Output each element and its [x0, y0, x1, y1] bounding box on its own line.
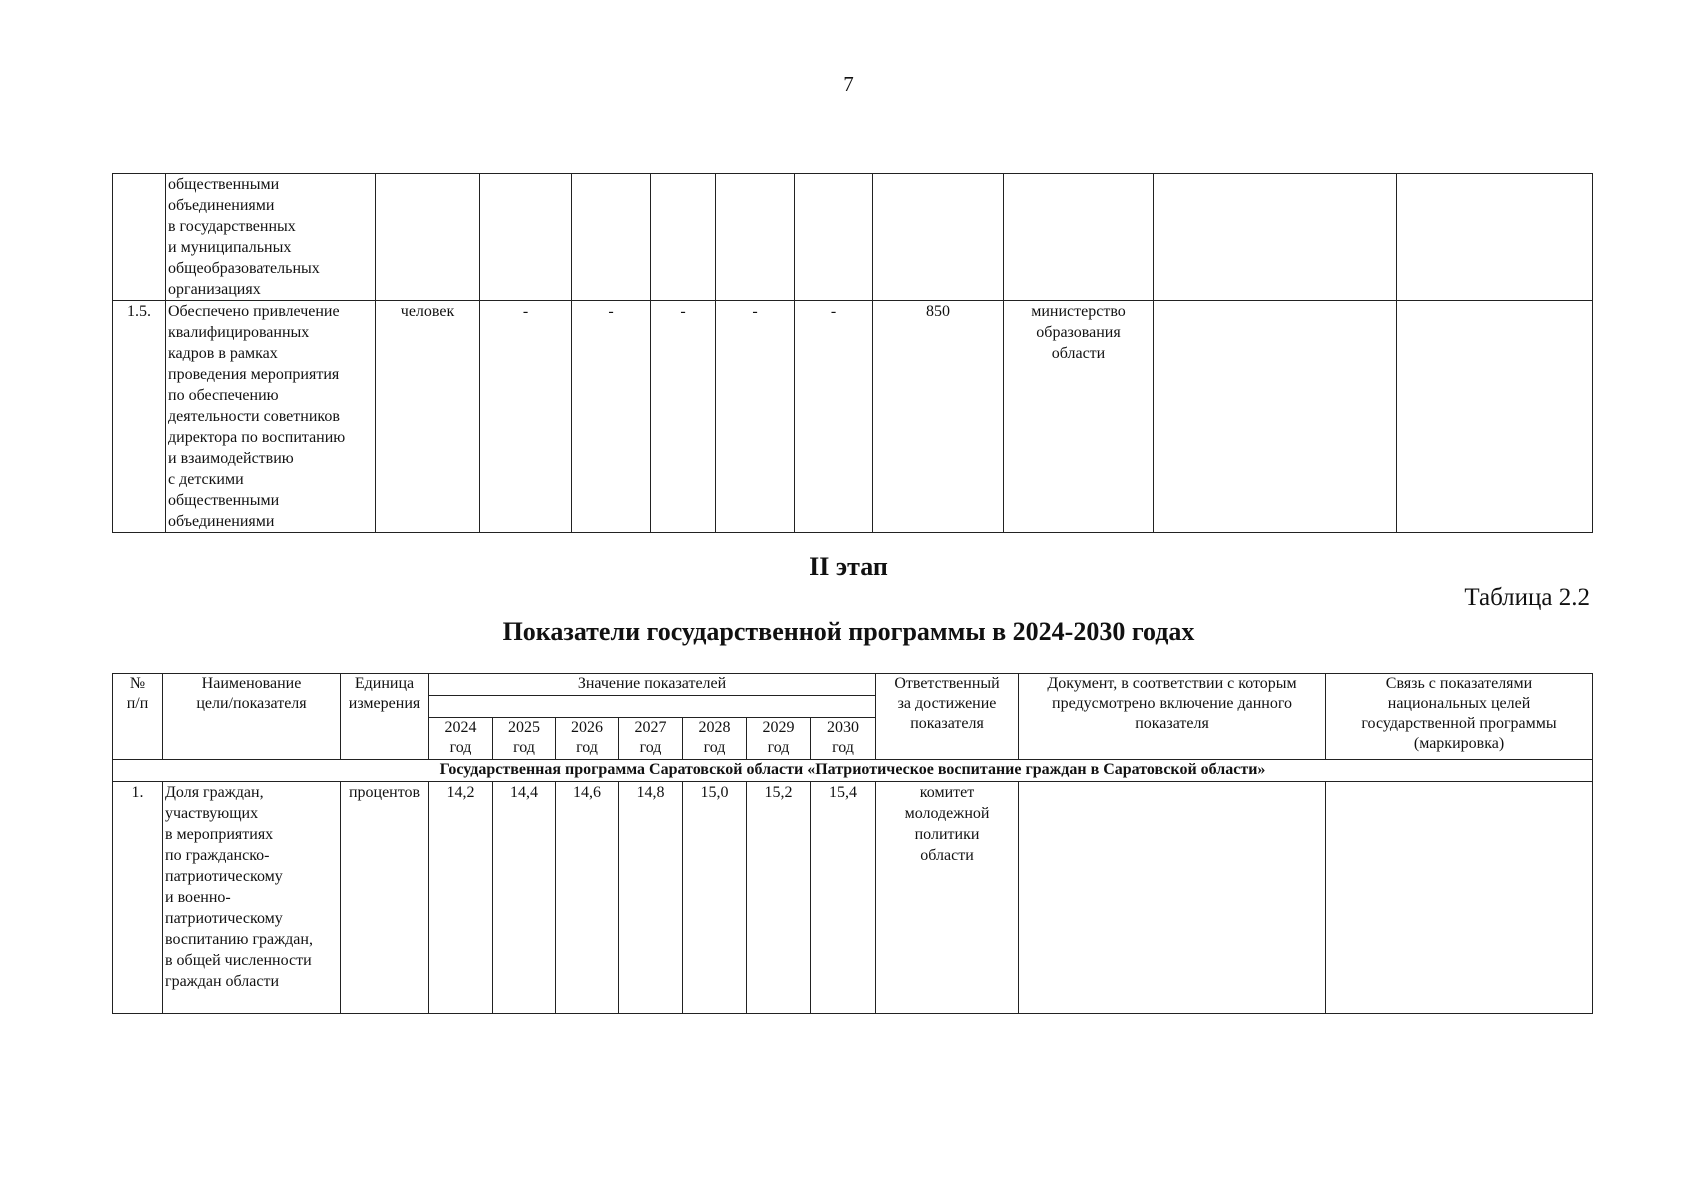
header-document: Документ, в соответствии с которым предусмотрено включение данного показателя: [1019, 674, 1326, 760]
link-cell: [1397, 174, 1593, 301]
value-cell: 14,8: [619, 782, 683, 1014]
row-number: 1.5.: [113, 301, 166, 533]
indicator-name: общественными объединениями в государственных и муниципальных общеобразовательных организациях: [166, 174, 376, 301]
value-cell: [480, 174, 572, 301]
indicators-table-continuation: [112, 173, 1593, 533]
unit-cell: человек: [376, 301, 480, 533]
header-year: 2025 год: [493, 718, 556, 760]
value-cell: 15,0: [683, 782, 747, 1014]
responsible-cell: [1004, 174, 1154, 301]
value-cell: [716, 174, 795, 301]
unit-cell: процентов: [341, 782, 429, 1014]
link-cell: [1397, 301, 1593, 533]
header-year: 2030 год: [811, 718, 876, 760]
indicators-table-2-2: [112, 673, 1593, 1014]
value-cell: 14,6: [556, 782, 619, 1014]
page-number: 7: [843, 72, 854, 96]
value-cell: -: [572, 301, 651, 533]
header-num: № п/п: [113, 674, 163, 760]
indicator-name: Доля граждан, участвующих в мероприятиях по гражданско- патриотическому и военно- патриотическому воспитанию граждан, в общей численности граждан области: [163, 782, 341, 1014]
header-responsible: Ответственный за достижение показателя: [876, 674, 1019, 760]
header-year: 2029 год: [747, 718, 811, 760]
header-row: [113, 674, 1593, 696]
value-cell: [572, 174, 651, 301]
program-row: [113, 760, 1593, 782]
document-cell: [1154, 174, 1397, 301]
value-cell: -: [651, 301, 716, 533]
value-cell: [873, 174, 1004, 301]
value-cell: 15,4: [811, 782, 876, 1014]
table-row: [113, 174, 1593, 301]
value-cell: [651, 174, 716, 301]
value-cell: -: [716, 301, 795, 533]
value-cell: -: [480, 301, 572, 533]
header-year: 2028 год: [683, 718, 747, 760]
row-number: [113, 174, 166, 301]
value-cell: -: [795, 301, 873, 533]
header-link: Связь с показателями национальных целей государственной программы (маркировка): [1326, 674, 1593, 760]
section-title: II этап: [809, 552, 888, 581]
table-title: Показатели государственной программы в 2024-2030 годах: [502, 617, 1195, 646]
responsible-cell: комитет молодежной политики области: [876, 782, 1019, 1014]
unit-cell: [376, 174, 480, 301]
value-cell: 14,4: [493, 782, 556, 1014]
table-row: [113, 301, 1593, 533]
value-cell: 15,2: [747, 782, 811, 1014]
header-values: Значение показателей: [429, 674, 876, 696]
value-cell: 850: [873, 301, 1004, 533]
header-year: 2026 год: [556, 718, 619, 760]
header-year: 2024 год: [429, 718, 493, 760]
header-year: 2027 год: [619, 718, 683, 760]
value-cell: [795, 174, 873, 301]
program-title: Государственная программа Саратовской области «Патриотическое воспитание граждан в Саратовской области»: [113, 760, 1593, 782]
document-cell: [1019, 782, 1326, 1014]
row-number: 1.: [113, 782, 163, 1014]
responsible-cell: министерство образования области: [1004, 301, 1154, 533]
document-cell: [1154, 301, 1397, 533]
link-cell: [1326, 782, 1593, 1014]
value-cell: 14,2: [429, 782, 493, 1014]
indicator-name: Обеспечено привлечение квалифицированных кадров в рамках проведения мероприятия по обеспечению деятельности советников директора по воспитанию и взаимодействию с детскими общественными объединениями: [166, 301, 376, 533]
header-name: Наименование цели/показателя: [163, 674, 341, 760]
table-row: [113, 782, 1593, 1014]
table-label: Таблица 2.2: [1464, 584, 1590, 611]
header-unit: Единица измерения: [341, 674, 429, 760]
header-values-spacer: [429, 696, 876, 718]
